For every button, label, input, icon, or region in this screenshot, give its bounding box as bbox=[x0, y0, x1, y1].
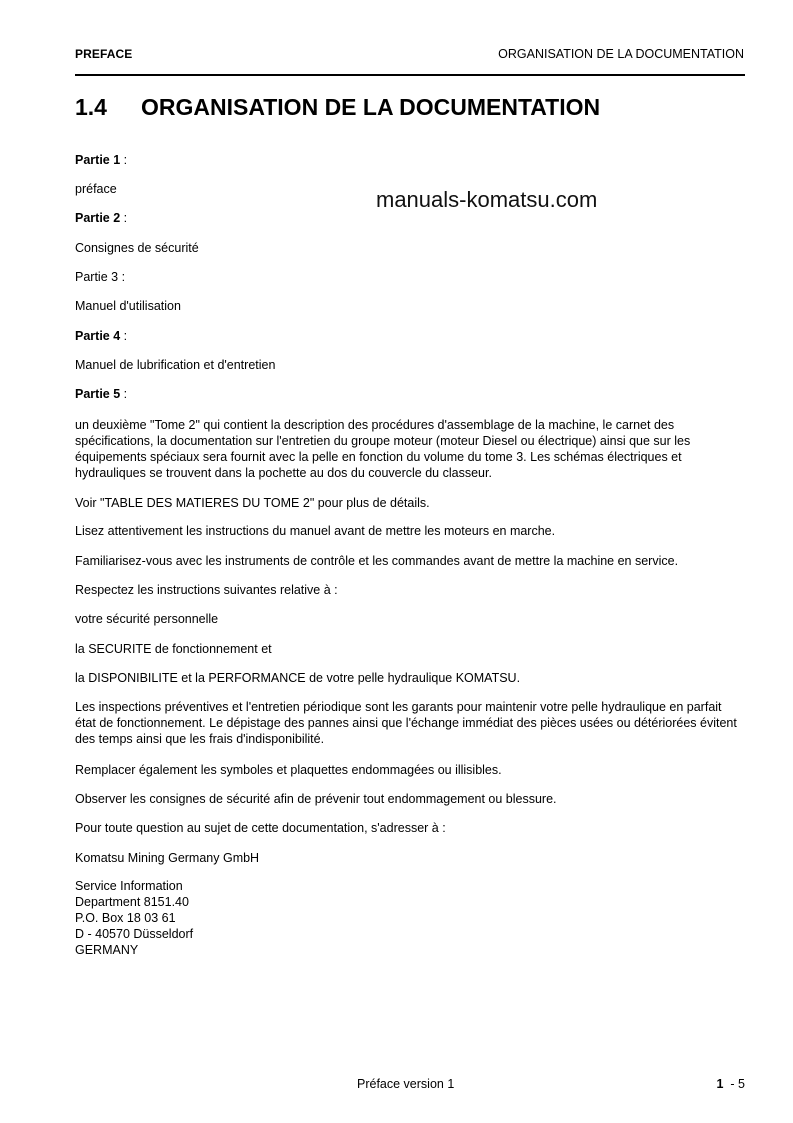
inspections-paragraph: Les inspections préventives et l'entretien périodique sont les garants pour maintenir votre pelle hydraulique en parfait état de fonctionnement. Le dépistage des pannes ainsi que l'échange immédiat des pièces usées ou détériorées évitent des temps ainsi que les frais d'indisponibilité. bbox=[75, 700, 737, 746]
company-name: Komatsu Mining Germany GmbH bbox=[75, 851, 260, 865]
table-reference: Voir "TABLE DES MATIERES DU TOME 2" pour plus de détails. bbox=[75, 496, 430, 510]
instruction-respect: Respectez les instructions suivantes relative à : bbox=[75, 583, 338, 597]
address-line: P.O. Box 18 03 61 bbox=[75, 911, 176, 925]
replace-symbols: Remplacer également les symboles et plaquettes endommagées ou illisibles. bbox=[75, 763, 502, 777]
part-5-label bbox=[75, 387, 127, 401]
section-number: 1.4 bbox=[75, 94, 107, 120]
page-number bbox=[717, 1077, 746, 1091]
instruction-familiarize: Familiarisez-vous avec les instruments de contrôle et les commandes avant de mettre la machine en service. bbox=[75, 554, 679, 568]
part-2-description: Consignes de sécurité bbox=[75, 241, 199, 255]
part-label: Partie 1 bbox=[75, 153, 121, 167]
part-suffix: : bbox=[120, 329, 128, 343]
contact-intro: Pour toute question au sujet de cette documentation, s'adresser à : bbox=[75, 821, 446, 835]
part-label: Partie 5 bbox=[75, 387, 121, 401]
observe-safety: Observer les consignes de sécurité afin de prévenir tout endommagement ou blessure. bbox=[75, 792, 557, 806]
watermark: manuals-komatsu.com bbox=[376, 187, 598, 212]
part-suffix: : bbox=[118, 270, 126, 284]
part-suffix: : bbox=[120, 387, 128, 401]
tome-2-paragraph: un deuxième "Tome 2" qui contient la description des procédures d'assemblage de la machine, le carnet des spécifications, la documentation sur l'entretien du groupe moteur (moteur Diesel ou électrique) ainsi que sur les équipements spéciaux sera fournit avec la pelle en fonction du volume du tome 3. Les schémas électriques et hydrauliques se trouvent dans la pochette au dos du couvercle du classeur. bbox=[75, 418, 691, 480]
part-1-label bbox=[75, 153, 127, 167]
part-label: Partie 2 bbox=[75, 211, 121, 225]
part-2-label bbox=[75, 211, 127, 225]
item-operational-safety: la SECURITE de fonctionnement et bbox=[75, 642, 272, 656]
part-3-label bbox=[75, 270, 125, 284]
address-block bbox=[75, 878, 193, 958]
part-label: Partie 3 bbox=[75, 270, 119, 284]
section-title bbox=[75, 94, 600, 121]
header-rule bbox=[75, 74, 745, 76]
part-4-label bbox=[75, 329, 127, 343]
page-index: 5 bbox=[738, 1077, 745, 1091]
chapter-number: 1 bbox=[716, 1077, 724, 1091]
part-4-description: Manuel de lubrification et d'entretien bbox=[75, 358, 276, 372]
page-separator: - bbox=[723, 1077, 739, 1091]
item-personal-safety: votre sécurité personnelle bbox=[75, 612, 219, 626]
part-3-description: Manuel d'utilisation bbox=[75, 299, 181, 313]
address-line: Department 8151.40 bbox=[75, 895, 189, 909]
address-line: GERMANY bbox=[75, 943, 139, 957]
part-suffix: : bbox=[120, 153, 128, 167]
running-header-right: ORGANISATION DE LA DOCUMENTATION bbox=[498, 47, 744, 61]
part-suffix: : bbox=[120, 211, 128, 225]
instruction-read-manual: Lisez attentivement les instructions du manuel avant de mettre les moteurs en marche. bbox=[75, 524, 556, 538]
running-header-left: PREFACE bbox=[75, 47, 133, 61]
address-line: D - 40570 Düsseldorf bbox=[75, 927, 194, 941]
item-availability-performance: la DISPONIBILITE et la PERFORMANCE de votre pelle hydraulique KOMATSU. bbox=[75, 671, 521, 685]
part-1-description: préface bbox=[75, 182, 117, 196]
footer-version: Préface version 1 bbox=[357, 1077, 455, 1091]
section-title-text: ORGANISATION DE LA DOCUMENTATION bbox=[141, 94, 601, 120]
part-label: Partie 4 bbox=[75, 329, 121, 343]
address-line: Service Information bbox=[75, 879, 183, 893]
